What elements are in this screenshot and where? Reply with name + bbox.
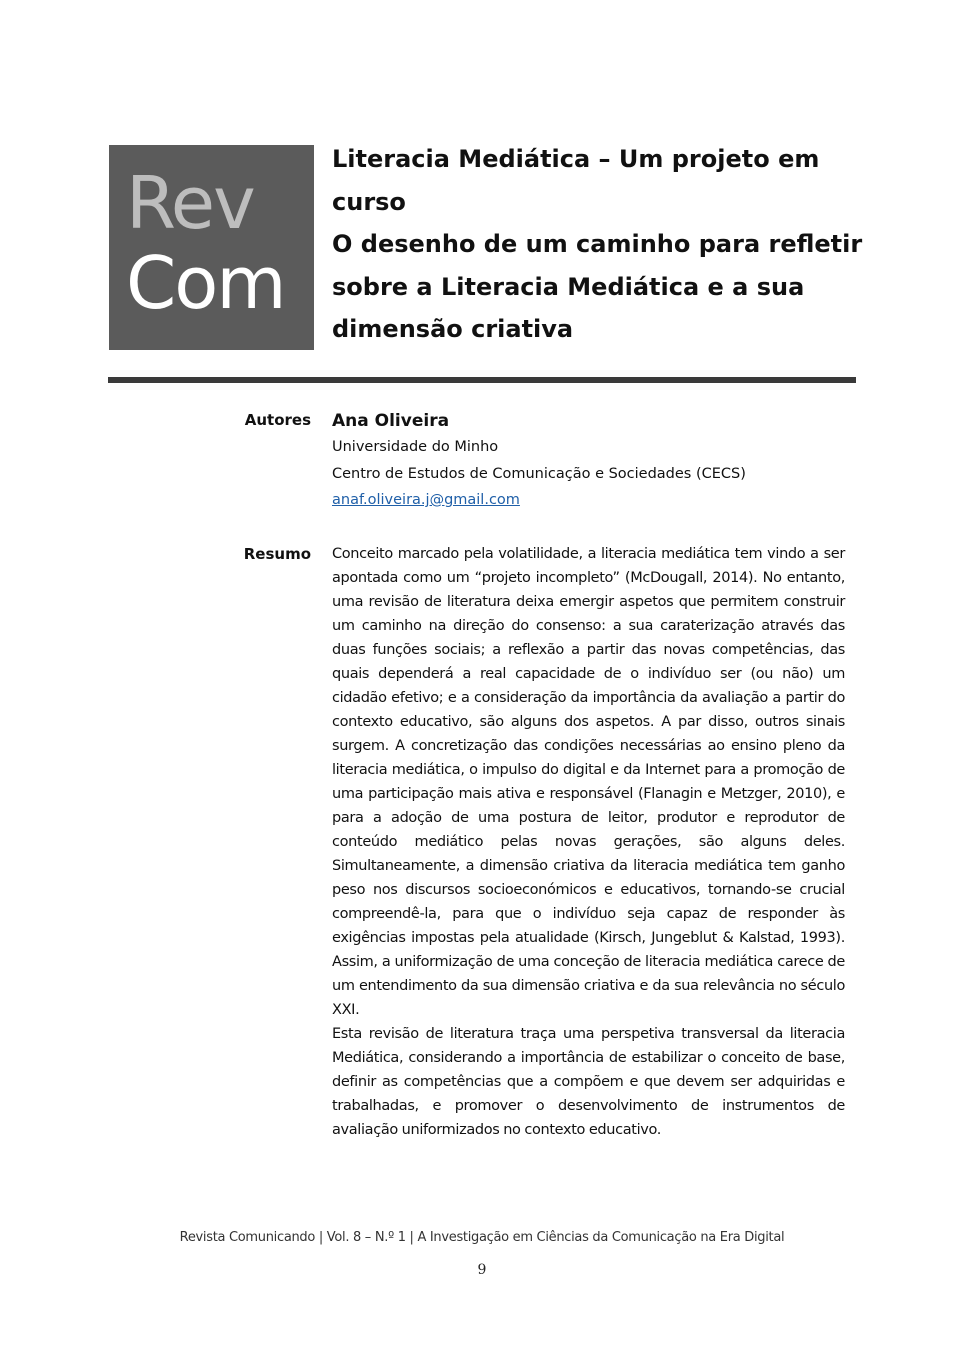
page-number: 9 — [477, 1262, 487, 1278]
article-title — [332, 138, 872, 351]
authors-block — [332, 408, 852, 514]
abstract-paragraph-1: Conceito marcado pela volatilidade, a literacia mediática tem vindo a ser apontada como um “projeto incompleto” (McDougall, 2014). No entanto, uma revisão de literatura deixa emergir aspetos que permitem construir um caminho na direção do consenso: a sua caraterização através das duas funções sociais; a reflexão a partir das novas competências, das quais dependerá a real capacidade de o indivíduo ser (ou não) um cidadão efetivo; e a consideração da importância da avaliação a partir do contexto educativo, são alguns dos aspetos. A par disso, outros sinais surgem. A concretização das condições necessárias ao ensino pleno da literacia mediática, o impulso do digital e da Internet para a promoção de uma participação mais ativa e responsável (Flanagin e Metzger, 2010), e para a adoção de uma postura de leitor, produtor e reprodutor de conteúdo mediático pelas novas gerações, são alguns deles. Simultaneamente, a dimensão criativa da literacia mediática tem ganho peso nos discursos socioeconómicos e educativos, tornando-se crucial compreendê-la, para que o indivíduo seja capaz de responder às exigências impostas pela atualidade (Kirsch, Jungeblut & Kalstad, 1993). Assim, a uniformização de uma conceção de literacia mediática carece de um entendimento da sua dimensão criativa e da sua relevância no século XXI. — [332, 546, 845, 1018]
logo-text-com: Com — [126, 241, 285, 325]
author-research-center: Centro de Estudos de Comunicação e Sociedades (CECS) — [332, 465, 746, 482]
abstract-body — [332, 542, 845, 1142]
header-divider — [108, 377, 856, 383]
authors-label: Autores — [244, 411, 311, 429]
subtitle-line-1: O desenho de um caminho para refletir — [332, 230, 863, 258]
title-line-1: Literacia Mediática – Um projeto em — [332, 145, 820, 173]
author-email-link[interactable]: anaf.oliveira.j@gmail.com — [332, 492, 520, 508]
author-university: Universidade do Minho — [332, 439, 499, 455]
title-line-2: curso — [332, 187, 406, 216]
revcom-logo — [109, 145, 314, 350]
subtitle-line-3: dimensão criativa — [332, 315, 574, 343]
author-name: Ana Oliveira — [332, 411, 450, 431]
abstract-label: Resumo — [243, 545, 311, 563]
subtitle-line-2: sobre a Literacia Mediática e a sua — [332, 272, 805, 301]
abstract-paragraph-2: Esta revisão de literatura traça uma perspetiva transversal da literacia Mediática, considerando a importância de estabilizar o conceito de base, definir as competências que a compõem e que devem ser adquiridas e trabalhadas, e promover o desenvolvimento de instrumentos de avaliação uniformizados no contexto educativo. — [332, 1026, 845, 1138]
journal-footer: Revista Comunicando | Vol. 8 – N.º 1 | A Investigação em Ciências da Comunicação na Era Digital — [179, 1230, 785, 1245]
logo-text-rev: Rev — [126, 161, 254, 245]
